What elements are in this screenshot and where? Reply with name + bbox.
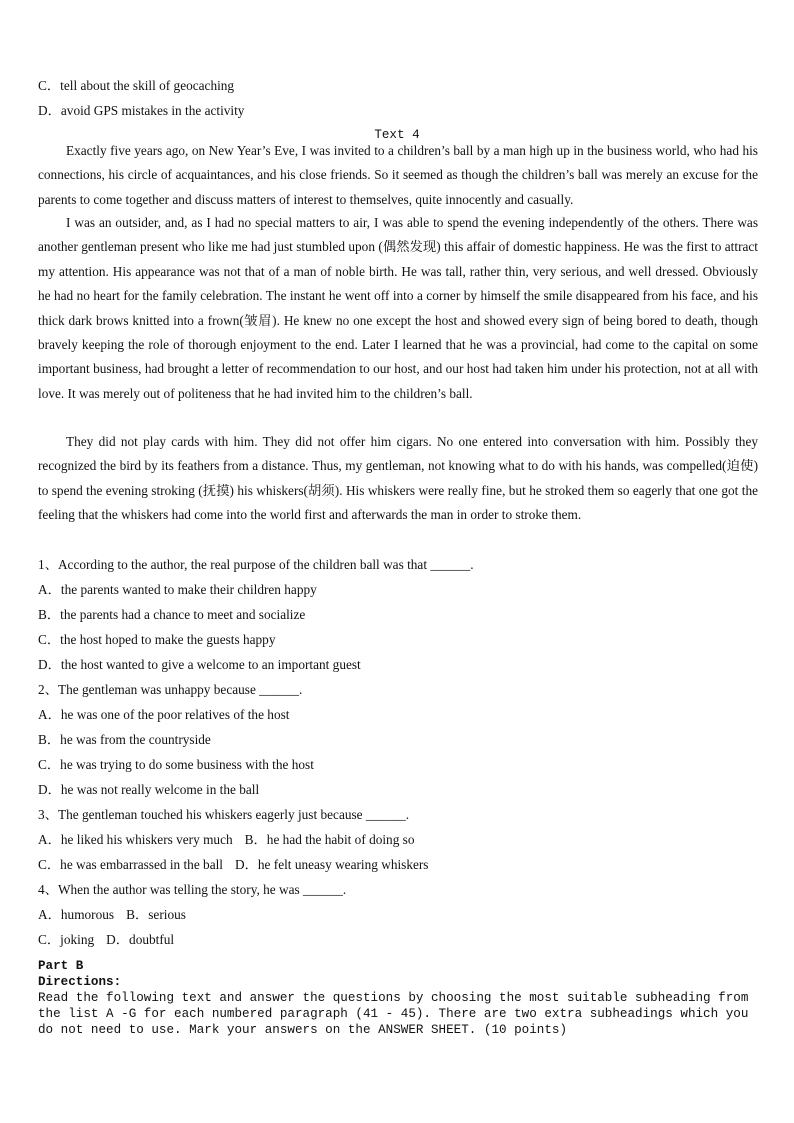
option-d-prev-question: D．avoid GPS mistakes in the activity [38,103,245,118]
question-1-option-b: B．the parents had a chance to meet and socialize [38,607,306,622]
question-4-option-d: D．doubtful [106,932,175,947]
question-1-option-c: C．the host hoped to make the guests happy [38,632,276,647]
question-1-stem: 1、According to the author, the real purpose of the children ball was that ______. [38,557,474,572]
question-1-option-d: D．the host wanted to give a welcome to an important guest [38,657,361,672]
question-3-option-d: D．he felt uneasy wearing whiskers [235,857,429,872]
question-1-option-a: A．the parents wanted to make their children happy [38,582,317,597]
text4-title: Text 4 [374,128,420,142]
directions-label: Directions: [38,975,122,989]
question-3-option-b: B．he had the habit of doing so [244,832,415,847]
directions-text: Read the following text and answer the questions by choosing the most suitable subheading from the list A -G for each numbered paragraph (41 - 45). There are two extra subheadings which you do not need to use. Mark your answers on the ANSWER SHEET. (10 points) [38,991,749,1038]
question-3-option-a: A．he liked his whiskers very much [38,832,233,847]
question-3-stem: 3、The gentleman touched his whiskers eagerly just because ______. [38,807,410,822]
question-4-options-row-1 [38,907,186,923]
paragraph-text: They did not play cards with him. They did not offer him cigars. No one entered into conversation with him. Possibly they recognized the bird by its feathers from a distance. Thus, my gentleman, not knowing what to do with his hands, was compelled(迫使) to spend the evening stroking (抚摸) his whiskers(胡须). His whiskers were really fine, but he stroked them so eagerly that one got the feeling that the whiskers had come into the world first and afterwards the man in order to stroke them. [38,434,758,523]
text4-paragraph-3 [38,430,758,528]
part-b-heading: Part B [38,959,84,973]
question-2-option-a: A．he was one of the poor relatives of the host [38,707,290,722]
question-3-options-row-2 [38,857,429,873]
question-4-option-b: B．serious [126,907,186,922]
paragraph-text: I was an outsider, and, as I had no special matters to air, I was able to spend the evening independently of the others. There was another gentleman present who like me had just stumbled upon (偶然发现) this affair of domestic happiness. He was the first to attract my attention. His appearance was not that of a man of noble birth. He was tall, rather thin, very serious, and well dressed. Obviously he had no heart for the family celebration. The instant he went off into a corner by himself the smile disappeared from his face, and his thick dark brows knitted into a frown(皱眉). He knew no one except the host and showed every sign of being bored to death, though bravely keeping the role of thorough enjoyment to the end. Later I learned that he was a provincial, had come to the capital on some important business, had brought a letter of recommendation to our host, and our host had taken him under his protection, not at all with love. It was merely out of politeness that he had invited him to the children’s ball. [38,215,758,401]
question-3-options-row-1 [38,832,415,848]
text4-paragraph-1 [38,139,758,212]
question-3-option-c: C．he was embarrassed in the ball [38,857,223,872]
question-4-option-a: A．humorous [38,907,115,922]
question-4-stem: 4、When the author was telling the story, he was ______. [38,882,347,897]
question-2-option-d: D．he was not really welcome in the ball [38,782,260,797]
question-4-option-c: C．joking [38,932,95,947]
question-2-option-b: B．he was from the countryside [38,732,211,747]
question-4-options-row-2 [38,932,174,948]
question-2-option-c: C．he was trying to do some business with the host [38,757,314,772]
option-c-prev-question: C．tell about the skill of geocaching [38,78,235,93]
question-2-stem: 2、The gentleman was unhappy because ______. [38,682,303,697]
text4-paragraph-2 [38,211,758,406]
paragraph-text: Exactly five years ago, on New Year’s Eve, I was invited to a children’s ball by a man high up in the business world, who had his connections, his circle of acquaintances, and his close friends. So it seemed as though the children’s ball was merely an excuse for the parents to come together and discuss matters of interest to themselves, quite innocently and casually. [38,143,758,207]
